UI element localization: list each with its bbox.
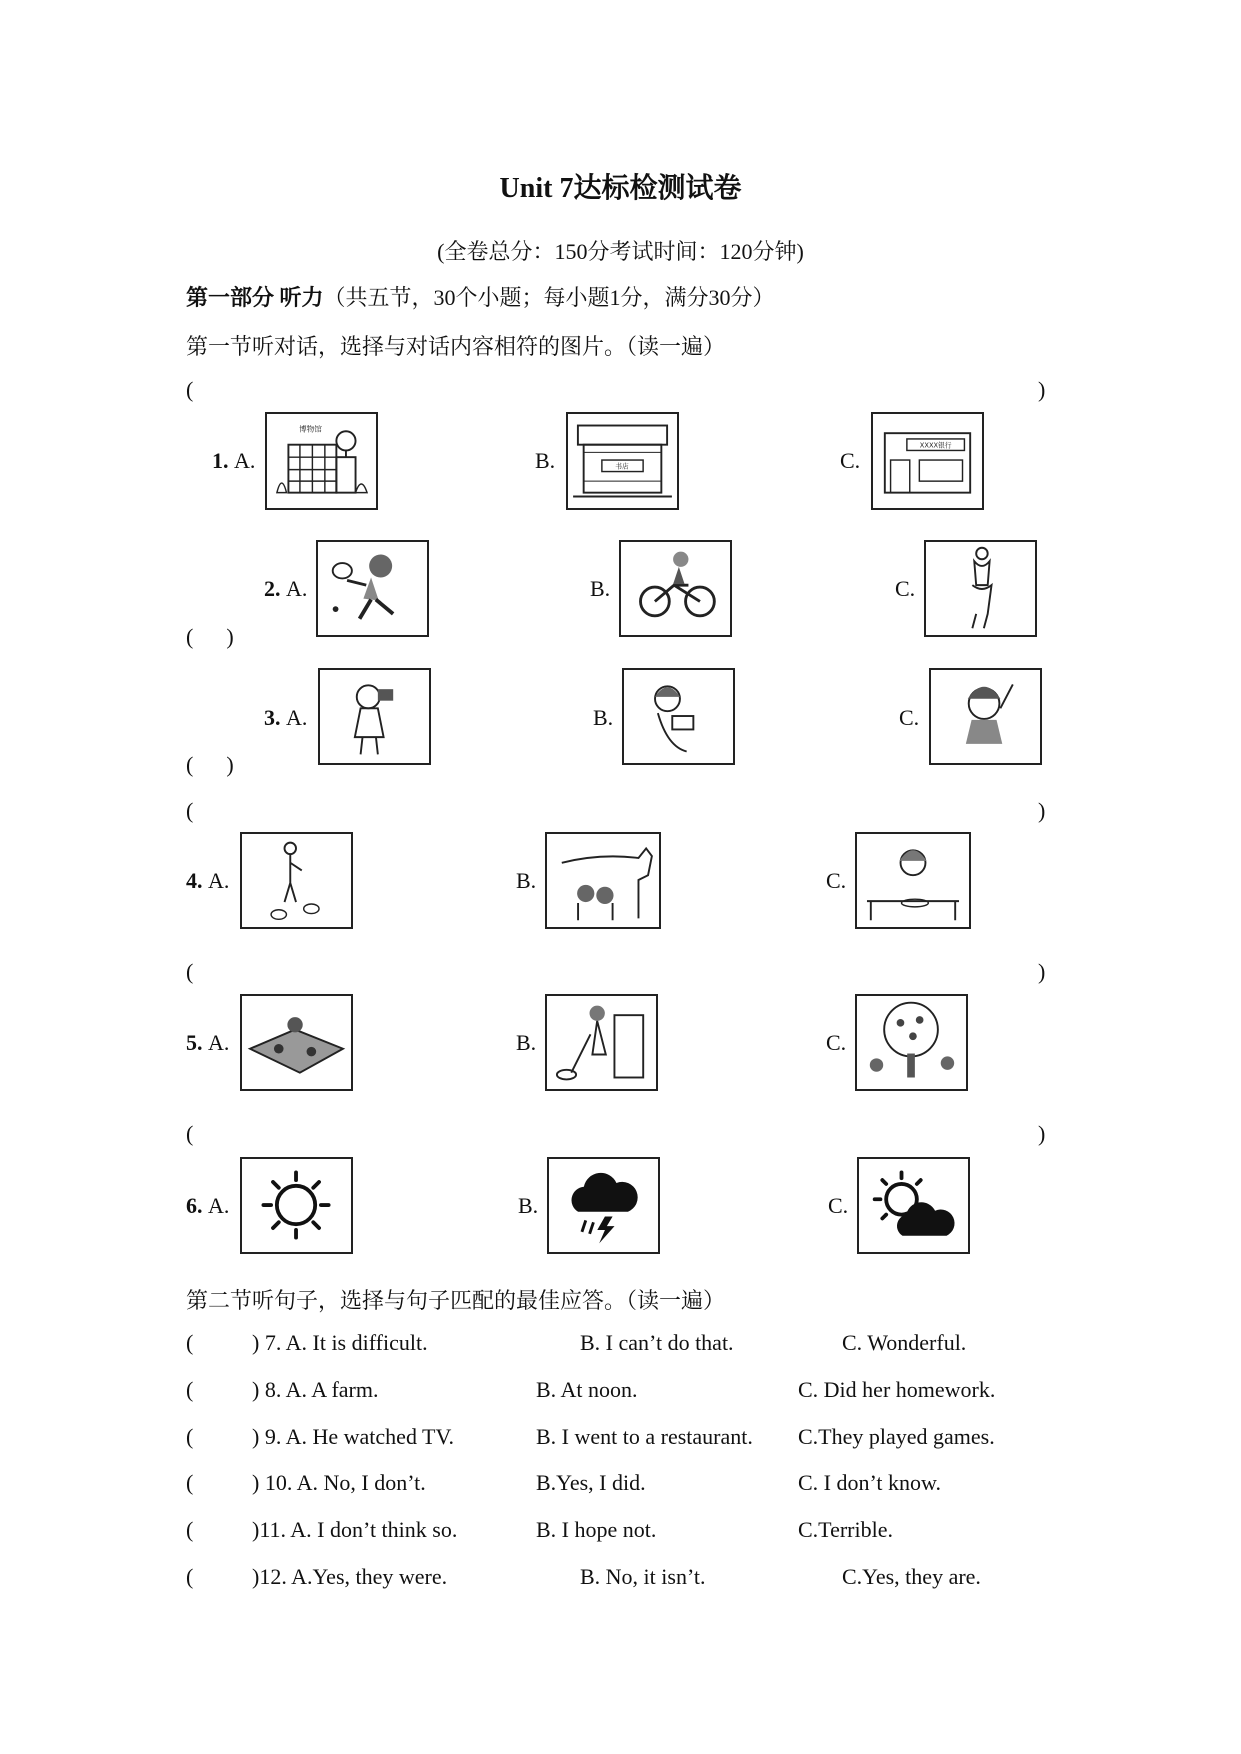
q9-paren: ( [186,1424,194,1449]
q3-option-b-image[interactable] [622,668,735,765]
milking-cow-icon [547,834,659,927]
part1-heading-rest: （共五节，30个小题；每小题1分，满分30分） [323,285,775,310]
q6-option-c-label: C. [828,1193,849,1218]
q5-option-b-label: B. [516,1030,537,1055]
answer-paren-open: ( [186,959,194,984]
section1-instruction: 第一节听对话，选择与对话内容相符的图片。（读一遍） [186,334,726,359]
q3-option-b-label: B. [593,705,614,730]
q4-option-a-image[interactable] [240,832,353,929]
q7-option-a[interactable]: ) 7. A. It is difficult. [252,1330,428,1355]
question-1-label: 1. A. [212,448,256,473]
woman-eating-icon [857,834,969,927]
q9-option-b[interactable]: B. I went to a restaurant. [536,1424,753,1449]
q1-option-a-image[interactable] [265,412,378,510]
q10-paren: ( [186,1470,194,1495]
q5-option-c-image[interactable] [855,994,968,1091]
girl-camera-icon [320,670,429,763]
bank-icon [873,414,982,508]
q9-option-c[interactable]: C.They played games. [798,1424,995,1449]
q6-option-b-label: B. [518,1193,539,1218]
vacuuming-icon [547,996,656,1089]
bookstore-icon [568,414,677,508]
q2-option-b-image[interactable] [619,540,732,637]
q2-option-b-label: B. [590,576,611,601]
q11-option-b[interactable]: B. I hope not. [536,1517,657,1542]
museum-sign: 博物馆 [298,424,322,434]
tennis-player-icon [318,542,427,635]
q2-option-c-image[interactable] [924,540,1037,637]
q10-option-a[interactable]: ) 10. A. No, I don’t. [252,1470,426,1495]
picnic-icon [242,996,351,1089]
answer-paren-close: ) [1038,377,1046,402]
q3-option-c-label: C. [899,705,920,730]
question-3-label: 3. A. [264,705,308,730]
feeding-chickens-icon [242,834,351,927]
q5-option-b-image[interactable] [545,994,658,1091]
q2-option-c-label: C. [895,576,916,601]
question-5-label: 5. A. [186,1030,230,1055]
q9-option-a[interactable]: ) 9. A. He watched TV. [252,1424,455,1449]
q7-option-c[interactable]: C. Wonderful. [842,1330,967,1355]
q10-option-b[interactable]: B.Yes, I did. [536,1470,646,1495]
partly-cloudy-icon [859,1159,968,1252]
q11-option-a[interactable]: )11. A. I don’t think so. [252,1517,458,1542]
sunny-icon [242,1159,351,1252]
bank-sign: XXXX银行 [919,441,952,450]
q12-option-b[interactable]: B. No, it isn’t. [580,1564,706,1589]
q7-option-b[interactable]: B. I can’t do that. [580,1330,734,1355]
q8-option-b[interactable]: B. At noon. [536,1377,638,1402]
q6-option-a-image[interactable] [240,1157,353,1254]
question-4-label: 4. A. [186,868,230,893]
q1-option-b-label: B. [535,448,556,473]
girl-reading-icon [624,670,733,763]
q1-option-b-image[interactable] [566,412,679,510]
q2-option-a-image[interactable] [316,540,429,637]
part1-heading-bold: 第一部分 听力 [186,285,324,310]
question-2-label: 2. A. [264,576,308,601]
q8-option-c[interactable]: C. Did her homework. [798,1377,996,1402]
q1-option-c-label: C. [840,448,861,473]
picking-apples-icon [857,996,966,1089]
answer-paren-close: ) [1038,798,1046,823]
q1-option-c-image[interactable] [871,412,984,510]
exam-info: (全卷总分：150分考试时间：120分钟) [437,239,804,264]
answer-paren-open: ( [186,1121,194,1146]
q7-paren: ( [186,1330,194,1355]
q12-option-a[interactable]: )12. A.Yes, they were. [252,1564,448,1589]
question-6-label: 6. A. [186,1193,230,1218]
section2-instruction: 第二节听句子，选择与句子匹配的最佳应答。（读一遍） [186,1288,726,1313]
q12-option-c[interactable]: C.Yes, they are. [842,1564,981,1589]
bookstore-sign: 书店 [615,462,629,471]
museum-icon [267,414,376,508]
q4-option-b-label: B. [516,868,537,893]
q11-option-c[interactable]: C.Terrible. [798,1517,893,1542]
q6-option-c-image[interactable] [857,1157,970,1254]
answer-paren-3: ( ) [186,752,234,777]
q4-option-c-image[interactable] [855,832,971,929]
q4-option-b-image[interactable] [545,832,661,929]
q3-option-a-image[interactable] [318,668,431,765]
thunderstorm-icon [549,1159,658,1252]
q5-option-c-label: C. [826,1030,847,1055]
cyclist-icon [621,542,730,635]
q8-option-a[interactable]: ) 8. A. A farm. [252,1377,379,1402]
q11-paren: ( [186,1517,194,1542]
q10-option-c[interactable]: C. I don’t know. [798,1470,941,1495]
q5-option-a-image[interactable] [240,994,353,1091]
q3-option-c-image[interactable] [929,668,1042,765]
horse-rider-icon [926,542,1035,635]
answer-paren-open: ( [186,798,194,823]
q8-paren: ( [186,1377,194,1402]
answer-paren-close: ) [1038,1121,1046,1146]
q6-option-b-image[interactable] [547,1157,660,1254]
girl-painting-icon [931,670,1040,763]
q12-paren: ( [186,1564,194,1589]
page-title: Unit 7达标检测试卷 [499,173,742,204]
answer-paren-2: ( ) [186,624,234,649]
part1-heading [186,281,775,312]
answer-paren-open: ( [186,377,194,402]
q4-option-c-label: C. [826,868,847,893]
answer-paren-close: ) [1038,959,1046,984]
